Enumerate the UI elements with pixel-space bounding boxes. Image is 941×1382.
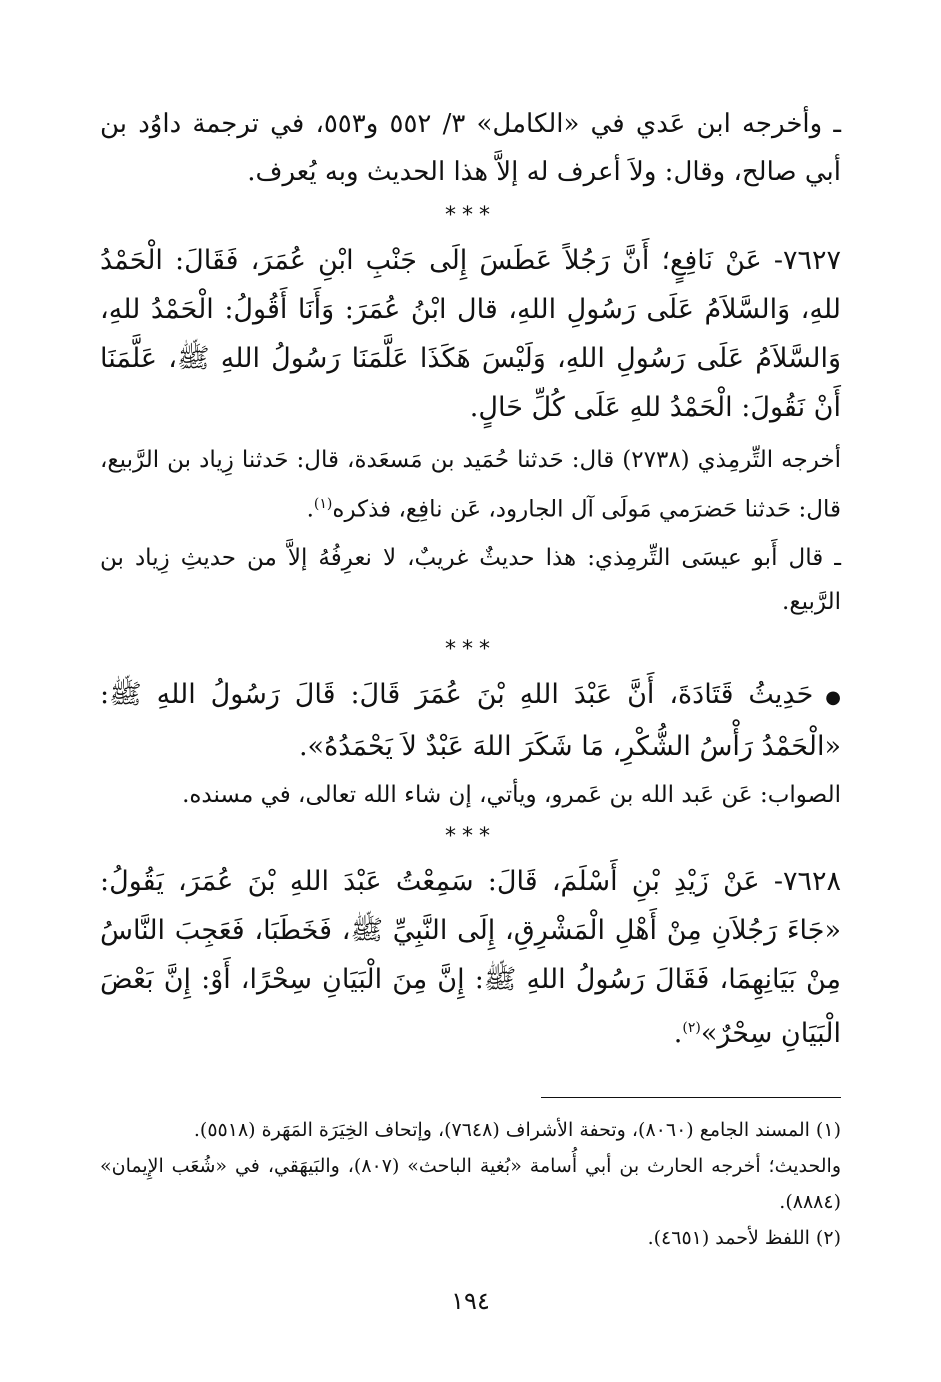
section-separator: *** xyxy=(445,823,496,849)
bullet-hadith xyxy=(100,670,841,771)
hadith-7628-end: . xyxy=(673,1017,683,1049)
footnotes xyxy=(100,1112,841,1256)
bullet-icon: ● xyxy=(825,686,841,708)
correction-note: الصواب: عَن عَبد الله بن عَمرو، ويأتي، إن شاء الله تعالى، في مسنده. xyxy=(182,781,841,808)
footnote-1: (١) المسند الجامع (٨٠٦٠)، وتحفة الأشراف (٧٦٤٨)، وإتحاف الخِيَرَة المَهَرة (٥٥١٨). xyxy=(193,1119,841,1141)
section-separator: *** xyxy=(445,203,496,228)
hadith-7627: ٧٦٢٧- عَنْ نَافِعٍ؛ أَنَّ رَجُلاً عَطَسَ إِلَى جَنْبِ ابْنِ عُمَرَ، فَقَالَ: الْحَمْدُ للهِ، وَالسَّلاَمُ عَلَى رَسُولِ اللهِ، قال ابْنُ عُمَرَ: وَأَنَا أَقُولُ: الْحَمْدُ للهِ، وَالسَّلاَمُ عَلَى رَسُولِ اللهِ، وَلَيْسَ هَكَذَا عَلَّمَنَا رَسُولُ اللهِ ﷺ، عَلَّمَنَا أَنْ نَقُولَ: الْحَمْدُ للهِ عَلَى كُلِّ حَالٍ. xyxy=(100,245,841,423)
footnote-divider xyxy=(541,1097,841,1098)
footnote-ref-2[interactable]: (٢) xyxy=(682,1019,701,1036)
page-number: ١٩٤ xyxy=(451,1287,490,1315)
intro-paragraph: ـ وأخرجه ابن عَدي في «الكامل» ٣/ ٥٥٢ و٥٥٣، في ترجمة داوُد بن أبي صالح، وقال: ولاَ أعرف له إلاَّ هذا الحديث وبه يُعرف. xyxy=(100,109,842,187)
takhrij-7627 xyxy=(100,438,841,532)
tirmidhi-comment: ـ قال أَبو عيسَى التِّرمِذي: هذا حديثٌ غريبٌ، لا نعرِفُهُ إلاَّ من حديثِ زِياد بن الرَّبيع. xyxy=(100,544,841,615)
footnote-2: (٢) اللفظ لأحمد (٤٦٥١). xyxy=(647,1227,841,1249)
footnote-ref-1[interactable]: (١) xyxy=(313,496,333,512)
bullet-hadith-text: حَدِيثُ قَتَادَةَ، أَنَّ عَبْدَ اللهِ بْنَ عُمَرَ قَالَ: قَالَ رَسُولُ اللهِ ﷺ: «الْحَمْدُ رَأْسُ الشُّكْرِ، مَا شَكَرَ اللهَ عَبْدٌ لاَ يَحْمَدُهُ». xyxy=(100,678,841,762)
takhrij-7627-text: أخرجه التِّرمِذي (٢٧٣٨) قال: حَدثنا حُمَيد بن مَسعَدة، قال: حَدثنا زِياد بن الرَّبيع، قال: حَدثنا حَضرَمي مَولَى آل الجارود، عَن نافِع، فذكره xyxy=(100,447,841,523)
footnote-1-continuation: والحديث؛ أخرجه الحارث بن أبي أُسامة «بُغية الباحث» (٨٠٧)، والبَيهَقي، في «شُعَب الإِيمان» (٨٨٨٤). xyxy=(100,1155,841,1213)
takhrij-7627-end: . xyxy=(306,496,314,523)
hadith-7628-text: ٧٦٢٨- عَنْ زَيْدِ بْنِ أَسْلَمَ، قَالَ: سَمِعْتُ عَبْدَ اللهِ بْنَ عُمَرَ، يَقُولُ: «جَاءَ رَجُلاَنِ مِنْ أَهْلِ الْمَشْرِقِ، إِلَى النَّبِيِّ ﷺ، فَخَطَبَا، فَعَجِبَ النَّاسُ مِنْ بَيَانِهِمَا، فَقَالَ رَسُولُ اللهِ ﷺ: إِنَّ مِنَ الْبَيَانِ سِحْرًا، أَوْ: إِنَّ بَعْضَ الْبَيَانِ سِحْرٌ» xyxy=(100,865,841,1049)
section-separator: *** xyxy=(445,636,496,662)
hadith-7628 xyxy=(100,857,841,1058)
